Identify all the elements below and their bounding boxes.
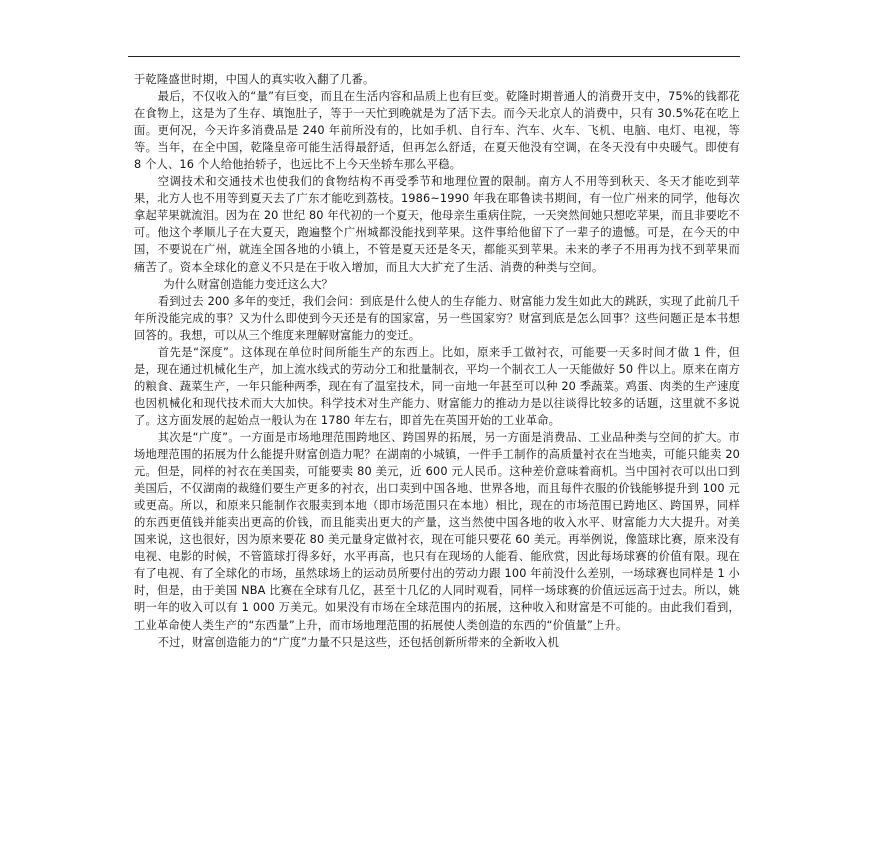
paragraph-breadth: 其次是“广度”。一方面是市场地理范围跨地区、跨国界的拓展，另一方面是消费品、工业品种类与空间的扩大。市场地理范围的拓展为什么能提升财富创造力呢？在湖南的小城镇，一件手工制作的高质量衬衣在当地卖，可能只能卖 20 元。但是，同样的衬衣在美国卖，可能要卖 80 美元，近 600 元人民币。这种差价意味着商机。当中国衬衣可以出口到美国后，不仅湖南的裁缝们要生产更多的衬衣，出口卖到中国各地、世界各地，而且每件衣服的价钱能够提升到 100 元或更高。所以，和原来只能制作衣服卖到本地（即市场范围只在本地）相比，现在的市场范围已跨地区、跨国界，同样的东西更值钱并能卖出更高的价钱，而且能卖出更大的产量，这当然使中国各地的收入水平、财富能力大大提升。对美国来说，这也很好，因为原来要花 80 美元量身定做衬衣，现在可能只要花 60 美元。再举例说，像篮球比赛，原来没有电视、电影的时候，不管篮球打得多好，水平再高，也只有在现场的人能看、能欣赏，因此每场球赛的价值有限。现在有了电视、有了全球化的市场，虽然球场上的运动员所要付出的劳动力跟 100 年前没什么差别，一场球赛也同样是 1 小时，但是，由于美国 NBA 比赛在全球有几亿，甚至十几亿的人同时观看，同样一场球赛的价值远远高于过去。所以，姚明一年的收入可以有 1 000 万美元。如果没有市场在全球范围内的拓展，这种收入和财富是不可能的。由此我们看到，工业革命使人类生产的“东西量”上升，而市场地理范围的拓展使人类创造的东西的“价值量”上升。 bbox=[134, 430, 740, 632]
paragraph-consumption-change: 最后，不仅收入的“量”有巨变，而且在生活内容和品质上也有巨变。乾隆时期普通人的消费开支中，75%的钱都花在食物上，这是为了生存、填饱肚子，等于一天忙到晚就是为了活下去。而今天北京人的消费中，只有 30.5%花在吃上面。更何况，今天许多消费品是 240 年前所没有的，比如手机、自行车、汽车、火车、飞机、电脑、电灯、电视，等等。当年，在全中国，乾隆皇帝可能生活得最舒适，但再怎么舒适，在夏天他没有空调，在冬天没有中央暖气。即使有 8 个人、16 个人给他抬轿子，也远比不上今天坐轿车那么平稳。 bbox=[134, 90, 740, 172]
paragraph-depth: 首先是“深度”。这体现在单位时间所能生产的东西上。比如，原来手工做衬衣，可能要一天多时间才做 1 件，但是，现在通过机械化生产，加上流水线式的劳动分工和批量制衣，平均一个制衣工人一天能做好 50 件以上。原来在南方的粮食、蔬菜生产，一年只能种两季，现在有了温室技术，同一亩地一年甚至可以种 20 季蔬菜。鸡蛋、肉类的生产速度也因机械化和现代技术而大大加快。科学技术对生产能力、财富能力的推动力是以往谈得比较多的话题，这里就不多说了。这方面发展的起始点一般认为在 1780 年左右，即首先在英国开始的工业革命。 bbox=[134, 345, 740, 427]
paragraph-question: 看到过去 200 多年的变迁，我们会问：到底是什么使人的生存能力、财富能力发生如此大的跳跃，实现了此前几千年所没能完成的事？又为什么即使到今天还是有的国家富，另一些国家穷？财富到底是怎么回事？这些问题正是本书想回答的。我想，可以从三个维度来理解财富能力的变迁。 bbox=[134, 294, 740, 342]
document-body bbox=[134, 71, 740, 651]
paragraph-breadth-continued: 不过，财富创造能力的“广度”力量不只是这些，还包括创新所带来的全新收入机 bbox=[157, 635, 559, 649]
paragraph-continuation: 于乾隆盛世时期，中国人的真实收入翻了几番。 bbox=[134, 73, 375, 86]
paragraph-food-structure: 空调技术和交通技术也使我们的食物结构不再受季节和地理位置的限制。南方人不用等到秋天、冬天才能吃到苹果，北方人也不用等到夏天去了广东才能吃到荔枝。1986~1990 年我在耶鲁读书期间，有一位广州来的同学，他每次拿起苹果就流泪。因为在 20 世纪 80 年代初的一个夏天，他母亲生重病住院，一天突然间她只想吃苹果，而且非要吃不可。他这个孝顺儿子在大夏天，跑遍整个广州城都没能找到苹果。这件事给他留下了一辈子的遗憾。可是，在今天的中国，不要说在广州，就连全国各地的小镇上，不管是夏天还是冬天，都能买到苹果。未来的孝子不用再为找不到苹果而痛苦了。资本全球化的意义不只是在于收入增加，而且大大扩充了生活、消费的种类与空间。 bbox=[134, 175, 740, 274]
section-heading: 为什么财富创造能力变迁这么大？ bbox=[163, 277, 333, 291]
header-rule bbox=[128, 56, 740, 57]
